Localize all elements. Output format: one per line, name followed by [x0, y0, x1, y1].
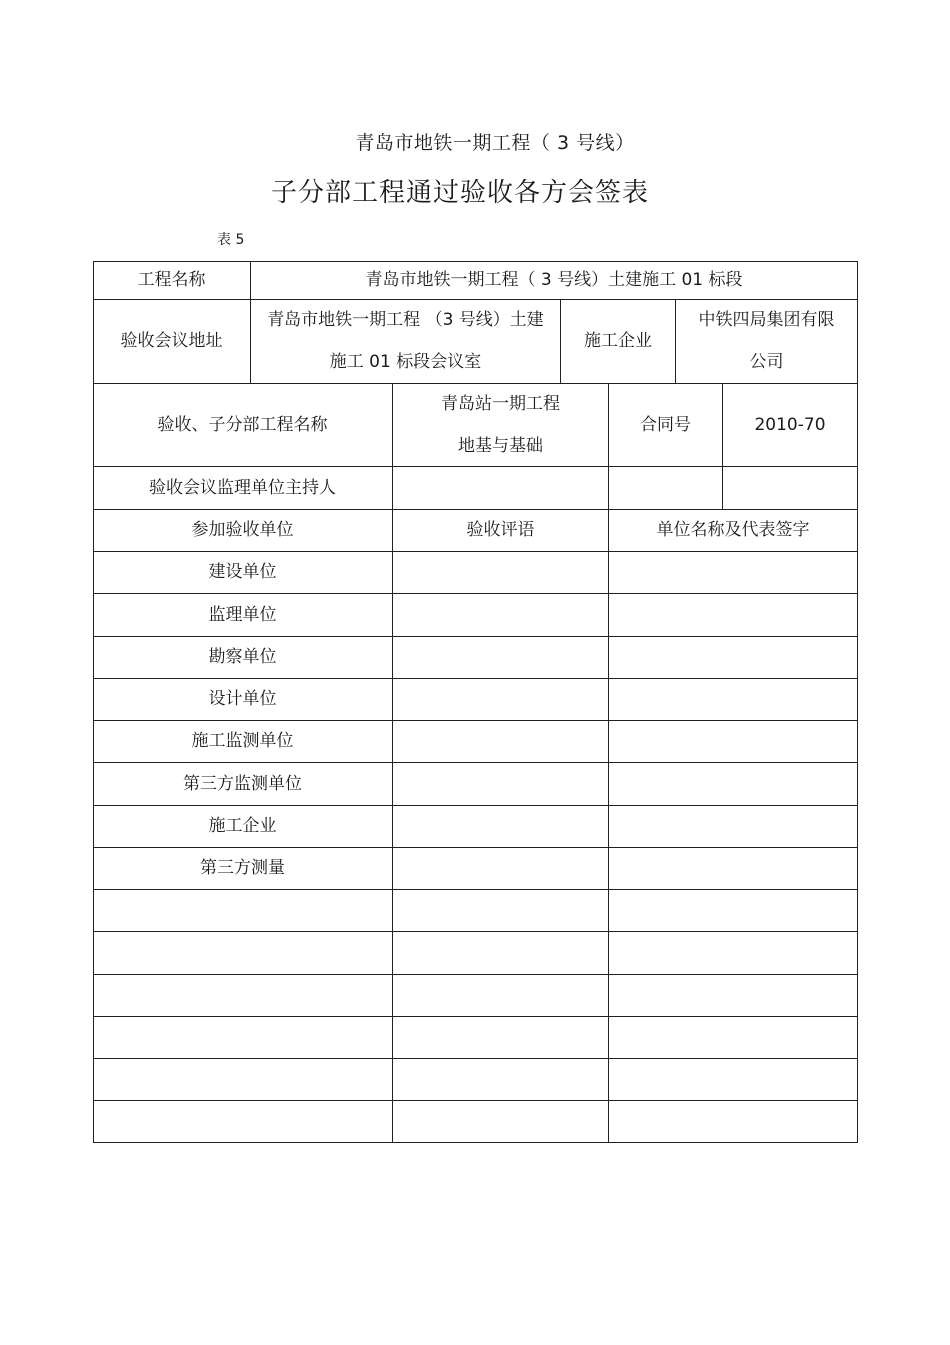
unit-name: [93, 1058, 392, 1100]
header-acceptance-comment: 验收评语: [466, 520, 535, 540]
table-border-right: [857, 261, 858, 1143]
table-border-bottom: [93, 1142, 858, 1143]
unit-name: 第三方测量: [200, 858, 285, 878]
sign-off-table: [93, 261, 858, 1143]
host-label: 验收会议监理单位主持人: [149, 477, 336, 498]
unit-name: [93, 889, 392, 931]
unit-name: [93, 974, 392, 1016]
meeting-address-line1: 青岛市地铁一期工程 （3 号线）土建: [267, 310, 544, 330]
contract-no-label: 合同号: [640, 414, 691, 435]
unit-name: 勘察单位: [208, 647, 277, 667]
unit-name: 建设单位: [208, 562, 277, 582]
unit-name: 第三方监测单位: [183, 773, 302, 794]
unit-name: [93, 1100, 392, 1142]
project-name-value: 青岛市地铁一期工程（ 3 号线）土建施工 01 标段: [365, 270, 743, 290]
unit-name: 设计单位: [208, 689, 277, 709]
construction-company-value: [676, 299, 857, 383]
header-unit-signature: 单位名称及代表签字: [656, 520, 810, 540]
header-participating-unit: 参加验收单位: [191, 520, 294, 540]
meeting-address-line2: 施工 01 标段会议室: [329, 352, 482, 372]
document-subtitle: 青岛市地铁一期工程（ 3 号线）: [355, 132, 635, 154]
unit-name: 施工企业: [208, 816, 277, 836]
subdivision-line2: 地基与基础: [458, 435, 543, 456]
meeting-address-label: 验收会议地址: [120, 331, 223, 351]
contract-no-value: 2010-70: [754, 414, 826, 435]
document-title: 子分部工程通过验收各方会签表: [270, 178, 649, 208]
subdivision-value: [393, 383, 608, 466]
unit-name: 施工监测单位: [191, 731, 294, 751]
unit-name: 监理单位: [208, 604, 277, 625]
col-divider: [608, 383, 609, 1143]
construction-company-label: 施工企业: [584, 331, 652, 351]
meeting-address-value: [251, 299, 560, 383]
host-value: [393, 466, 608, 509]
subdivision-label: 验收、子分部工程名称: [157, 414, 328, 435]
project-name-label: 工程名称: [137, 270, 206, 290]
table-number: 表 5: [217, 232, 245, 248]
construction-company-line2: 公司: [749, 352, 784, 372]
unit-name: [93, 931, 392, 974]
subdivision-line1: 青岛站一期工程: [441, 393, 560, 414]
unit-name: [93, 1016, 392, 1058]
construction-company-line1: 中铁四局集团有限: [698, 310, 835, 330]
